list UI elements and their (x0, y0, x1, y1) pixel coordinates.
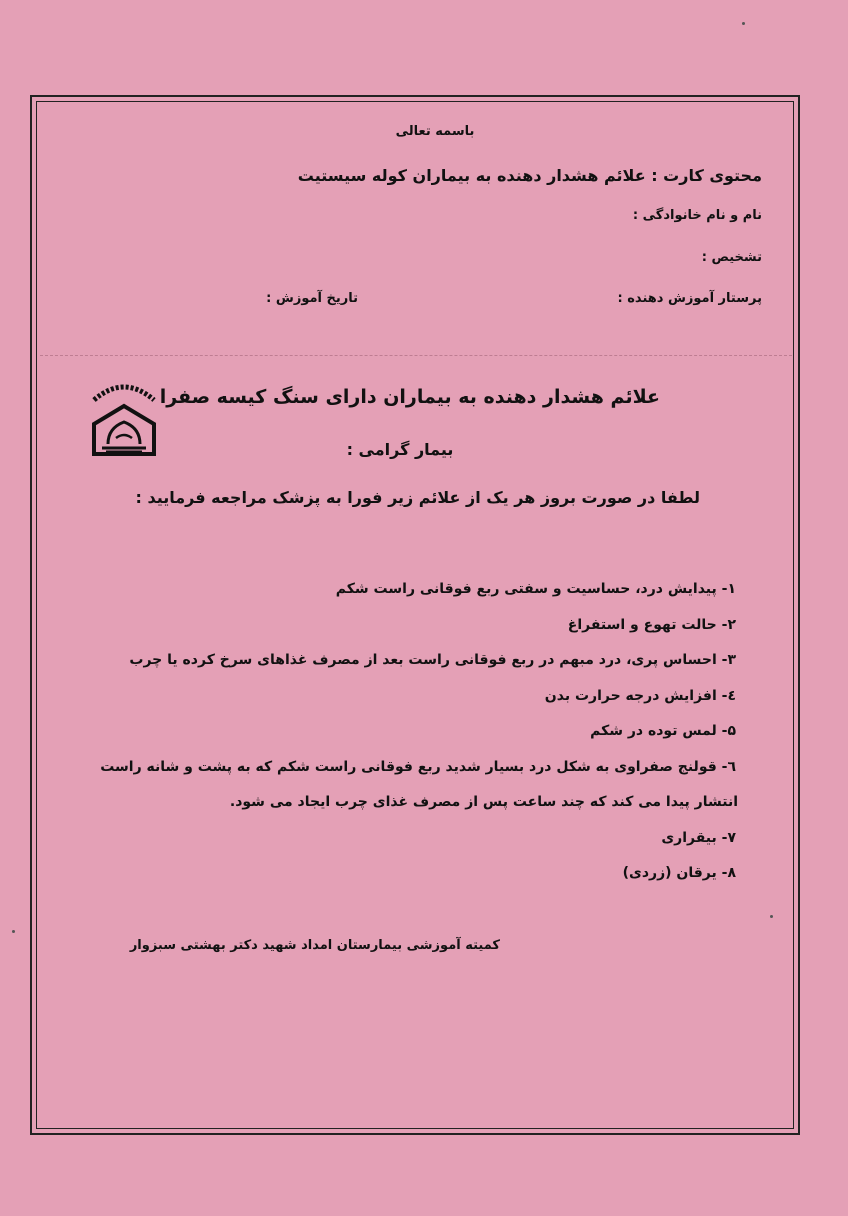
list-item: ۸- یرقان (زردی) (622, 865, 736, 881)
hospital-emblem-icon (88, 378, 160, 460)
list-item: ۲- حالت تهوع و استفراغ (567, 616, 736, 633)
paper-speck (742, 22, 745, 25)
list-item: ۱- پیدایش درد، حساسیت و سفتی ربع فوقانی راست شکم (335, 581, 736, 597)
paper-speck (770, 915, 773, 918)
card-content-title: محتوی کارت : علائم هشدار دهنده به بیماران کوله سیستیت (297, 166, 762, 185)
list-item-continuation: انتشار پیدا می کند که چند ساعت پس از مصرف غذای چرب ایجاد می شود. (229, 794, 738, 810)
list-item: ۵- لمس توده در شکم (590, 723, 736, 739)
fold-line (40, 355, 792, 356)
main-heading: علائم هشدار دهنده به بیماران دارای سنگ کیسه صفرا (159, 386, 660, 408)
bismillah: باسمه تعالی (395, 124, 475, 139)
instruction: لطفا در صورت بروز هر یک از علائم زیر فورا به پزشک مراجعه فرمایید : (135, 488, 700, 507)
diagnosis-field-label: تشخیص : (701, 250, 762, 265)
paper-speck (12, 930, 15, 933)
list-item: ٦- قولنج صفراوی به شکل درد بسیار شدید ربع فوقانی راست شکم که به پشت و شانه راست (100, 758, 736, 775)
training-date-label: تاریخ آموزش : (266, 291, 358, 306)
footer-committee: کمیته آموزشی بیمارستان امداد شهید دکتر بهشتی سبزوار (129, 938, 500, 953)
nurse-field-label: پرستار آموزش دهنده : (617, 291, 762, 306)
list-item: ۷- بیقراری (661, 829, 736, 846)
name-field-label: نام و نام خانوادگی : (632, 208, 762, 223)
list-item: ۳- احساس پری، درد مبهم در ربع فوقانی راست بعد از مصرف غذاهای سرخ کرده یا چرب (129, 652, 736, 668)
greeting: بیمار گرامی : (346, 440, 454, 459)
warning-signs-list (96, 572, 736, 892)
list-item: ٤- افزایش درجه حرارت بدن (544, 687, 736, 704)
